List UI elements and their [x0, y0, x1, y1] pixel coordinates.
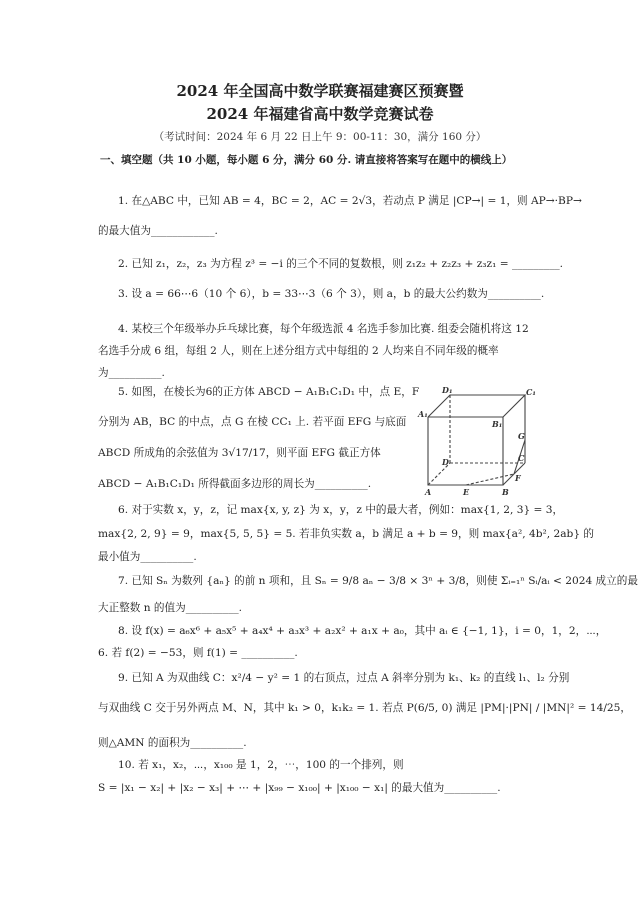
label-c: C	[518, 453, 525, 463]
label-a1: A₁	[418, 409, 428, 419]
cube-top-edges	[428, 395, 525, 417]
question-line: 10. 若 x₁，x₂，⋯，x₁₀₀ 是 1，2，⋯，100 的一个排列，则	[118, 759, 404, 771]
question-line: 最小值为__________.	[98, 551, 197, 563]
question-line: 名选手分成 6 组，每组 2 人，则在上述分组方式中每组的 2 人均来自不同年级的概率	[98, 345, 499, 357]
question-line: 6. 对于实数 x，y，z，记 max{x, y, z} 为 x，y，z 中的最大者，例如：max{1, 2, 3} = 3，	[118, 504, 564, 516]
question-line: 7. 已知 Sₙ 为数列 {aₙ} 的前 n 项和，且 Sₙ = 9/8 aₙ − 3/8 × 3ⁿ + 3/8，则使 Σᵢ₌₁ⁿ Sᵢ/aᵢ < 2024 成立的最	[118, 575, 638, 587]
label-f: F	[515, 473, 521, 483]
question-line: 4. 某校三个年级举办乒乓球比赛，每个年级选派 4 名选手参加比赛. 组委会随机将这 12	[118, 323, 529, 335]
label-a: A	[425, 487, 432, 497]
question-line: S = |x₁ − x₂| + |x₂ − x₃| + ⋯ + |x₉₉ − x₁₀₀| + |x₁₀₀ − x₁| 的最大值为__________.	[98, 782, 501, 794]
question-line: 与双曲线 C 交于另外两点 M、N，其中 k₁ > 0，k₁k₂ = 1. 若点 P(6/5, 0) 满足 |PM|·|PN| / |MN|² = 14/25，	[98, 702, 631, 714]
question-line: 为__________.	[98, 367, 165, 379]
question-line: 则△AMN 的面积为__________.	[98, 737, 247, 749]
question-line: ABCD 所成角的余弦值为 3√17/17，则平面 EFG 截正方体	[98, 447, 381, 459]
cube-figure	[418, 385, 536, 497]
title-line-2: 2024 年福建省高中数学竞赛试卷	[206, 105, 434, 123]
question-line: 9. 已知 A 为双曲线 C：x²/4 − y² = 1 的右顶点，过点 A 斜率分别为 k₁、k₂ 的直线 l₁、l₂ 分别	[118, 672, 570, 684]
question-line: 6. 若 f(2) = −53，则 f(1) = __________.	[98, 647, 298, 659]
label-d1: D₁	[442, 385, 453, 395]
question-line: ABCD − A₁B₁C₁D₁ 所得截面多边形的周长为__________.	[98, 478, 372, 490]
question-line: 1. 在△ABC 中，已知 AB = 4，BC = 2，AC = 2√3，若动点 P 满足 |CP→| = 1，则 AP→·BP→	[118, 195, 582, 207]
label-g: G	[518, 431, 525, 441]
label-b1: B₁	[492, 419, 503, 429]
question-line: 5. 如图，在棱长为6的正方体 ABCD − A₁B₁C₁D₁ 中，点 E，F	[118, 386, 420, 398]
label-d: D	[442, 457, 449, 467]
label-b: B	[502, 487, 509, 497]
question-line: max{2, 2, 9} = 9，max{5, 5, 5} = 5. 若非负实数 a，b 满足 a + b = 9，则 max{a², 4b², 2ab} 的	[98, 528, 595, 540]
question-line: 3. 设 a = 66⋯6（10 个 6），b = 33⋯3（6 个 3），则 a，b 的最大公约数为__________.	[118, 288, 545, 300]
question-line: 8. 设 f(x) = a₆x⁶ + a₅x⁵ + a₄x⁴ + a₃x³ + a₂x² + a₁x + a₀，其中 aᵢ ∈ {−1, 1}，i = 0，1，2，⋯，	[118, 625, 607, 637]
question-line: 的最大值为____________.	[98, 225, 218, 237]
label-c1: C₁	[526, 387, 536, 397]
label-e: E	[463, 487, 470, 497]
title-line-1: 2024 年全国高中数学联赛福建赛区预赛暨	[176, 82, 464, 100]
exam-info: （考试时间：2024 年 6 月 22 日上午 9：00-11：30，满分 160 分）	[153, 131, 487, 143]
section-heading: 一、填空题（共 10 小题，每小题 6 分，满分 60 分. 请直接将答案写在题中的横线上）	[100, 154, 513, 166]
question-line: 2. 已知 z₁，z₂，z₃ 为方程 z³ = −i 的三个不同的复数根，则 z₁z₂ + z₂z₃ + z₃z₁ = _________.	[118, 258, 564, 270]
question-line: 大正整数 n 的值为__________.	[98, 602, 243, 614]
question-line: 分别为 AB，BC 的中点，点 G 在棱 CC₁ 上. 若平面 EFG 与底面	[98, 416, 407, 428]
